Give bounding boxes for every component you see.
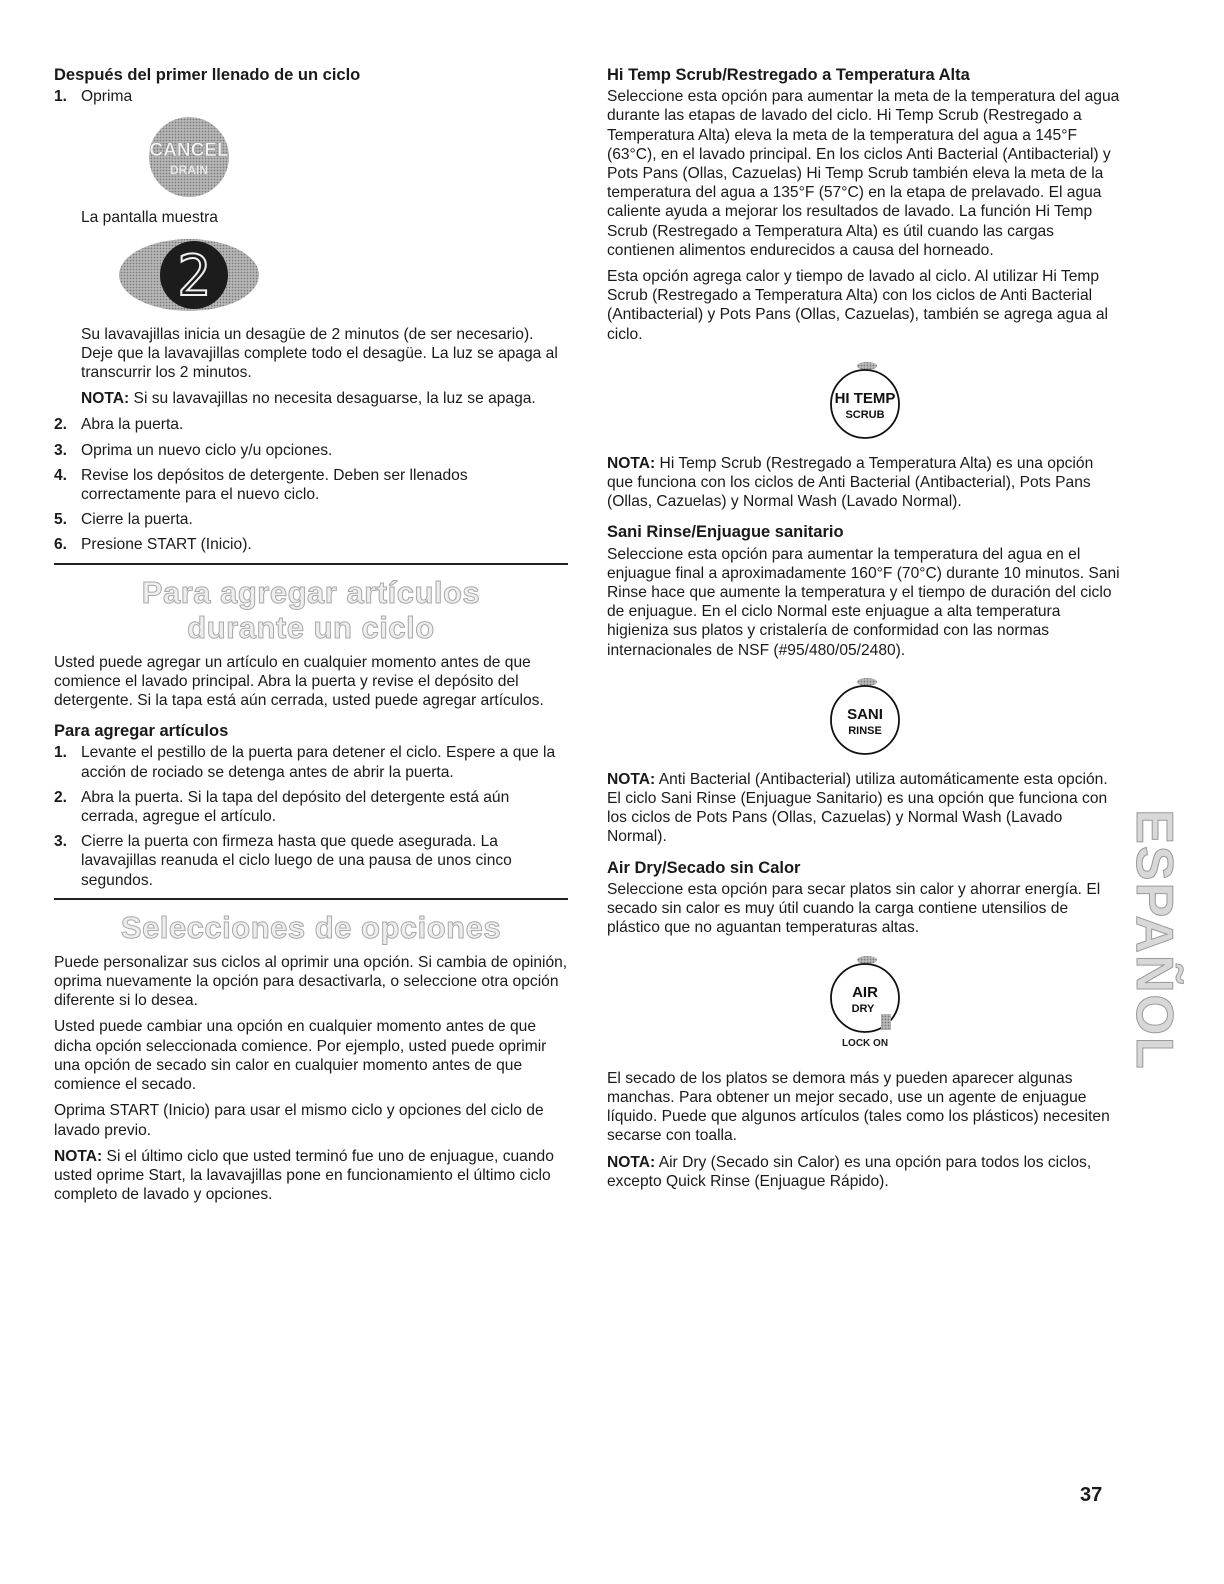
options-p3: Oprima START (Inicio) para usar el mismo ciclo y opciones del ciclo de lavado previo.: [54, 1102, 544, 1139]
add-items-title: [54, 575, 568, 645]
hi-temp-scrub-button-icon: [815, 358, 915, 442]
step-number: 6.: [54, 536, 68, 554]
list-item: [54, 87, 568, 106]
cancel-drain-button-icon: [144, 112, 234, 202]
hi-temp-note: [607, 454, 1123, 512]
right-column: [607, 66, 1123, 1198]
note-label: NOTA:: [607, 770, 656, 788]
hi-temp-p1: Seleccione esta opción para aumentar la meta de la temperatura del agua durante las etapas de lavado del ciclo. Hi Temp Scrub (Restregado a Temperatura Alta) eleva la meta de la temperatura del agua a 145°F (63°C), en el lavado principal. En los ciclos Anti Bacterial (Antibacterial) y Pots Pans (Ollas, Cazuelas) Hi Temp Scrub también eleva la meta de la temperatura del agua a 135°F (57°C) en la etapa de prelavado. El agua caliente ayuda a mejorar los resultados de lavado. La función Hi Temp Scrub (Restregado a Temperatura Alta) es útil cuando las cargas contienen alimentos endurecidos a causa del horneado.: [607, 88, 1120, 259]
sani-figure: [607, 674, 1123, 758]
list-item: [54, 832, 568, 890]
note-label: NOTA:: [81, 390, 130, 408]
step-number: 2.: [54, 788, 68, 806]
list-item: [54, 466, 568, 504]
after-fill-heading: Después del primer llenado de un ciclo: [54, 66, 361, 84]
list-item: [54, 535, 568, 554]
svg-text:CANCEL: CANCEL: [149, 140, 229, 162]
title-line: durante un ciclo: [187, 609, 435, 645]
section-divider: [54, 898, 568, 900]
step-text: Revise los depósitos de detergente. Deben ser llenados correctamente para el nuevo ciclo.: [81, 466, 468, 504]
step-number: 1.: [54, 744, 68, 762]
language-side-tab: [1125, 809, 1184, 1071]
svg-text:SCRUB: SCRUB: [845, 408, 885, 421]
sani-note: [607, 770, 1123, 847]
step-text: Abra la puerta.: [81, 416, 184, 434]
svg-text:HI TEMP: HI TEMP: [834, 389, 896, 407]
drain-text: Su lavavajillas inicia un desagüe de 2 minutos (de ser necesario). Deje que la lavavajillas complete todo el desagüe. La luz se apaga al transcurrir los 2 minutos.: [81, 325, 558, 382]
options-p1: Puede personalizar sus ciclos al oprimir una opción. Si cambia de opinión, oprima nuevamente la opción para desactivarla, o seleccione otra opción diferente si lo desea.: [54, 953, 568, 1010]
cancel-drain-figure: [54, 112, 568, 202]
air-dry-figure: [607, 952, 1123, 1053]
svg-text:DRY: DRY: [851, 1002, 875, 1015]
language-label: ESPAÑOL: [1125, 809, 1184, 1071]
page-number: 37: [1080, 1484, 1103, 1506]
add-items-subheading: Para agregar artículos: [54, 722, 229, 741]
sani-heading: Sani Rinse/Enjuague sanitario: [607, 523, 844, 542]
after-fill-steps: [54, 415, 568, 554]
list-item: [54, 743, 568, 781]
title-line: Para agregar artículos: [141, 574, 481, 610]
step-number: 2.: [54, 416, 68, 434]
list-item: [54, 441, 568, 460]
step-text: Cierre la puerta con firmeza hasta que quede asegurada. La lavavajillas reanuda el ciclo luego de una pausa de unos cinco segundos.: [81, 833, 512, 889]
step-text: Levante el pestillo de la puerta para detener el ciclo. Espere a que la acción de rociado se detenga antes de abrir la puerta.: [81, 744, 556, 781]
step-text: Oprima un nuevo ciclo y/u opciones.: [81, 441, 333, 459]
step-text: Abra la puerta. Si la tapa del depósito del detergente está aún cerrada, agregue el artículo.: [81, 788, 510, 826]
note-label: NOTA:: [607, 454, 656, 472]
step-number: 1.: [54, 88, 68, 106]
note-text: Hi Temp Scrub (Restregado a Temperatura Alta) es una opción que funciona con los ciclos de Anti Bacterial (Antibacterial), Pots Pans (Ollas, Cazuelas) y Normal Wash (Lavado Normal).: [607, 454, 1094, 511]
note-text: Air Dry (Secado sin Calor) es una opción para todos los ciclos, excepto Quick Rinse (Enjuague Rápido).: [607, 1153, 1092, 1190]
add-items-intro: Usted puede agregar un artículo en cualquier momento antes de que comience el lavado principal. Abra la puerta y revise el depósito del detergente. Si la tapa está aún cerrada, usted puede agregar artículos.: [54, 653, 544, 710]
step-text: Cierre la puerta.: [81, 511, 193, 529]
air-dry-button-icon: [815, 952, 915, 1036]
note-text: Si el último ciclo que usted terminó fue uno de enjuague, cuando usted oprime Start, la lavavajillas pone en funcionamiento el último ciclo completo de lavado y opciones.: [54, 1147, 554, 1204]
note-text: Anti Bacterial (Antibacterial) utiliza automáticamente esta opción. El ciclo Sani Rinse (Enjuague Sanitario) es una opción que funciona con los ciclos de Pots Pans (Ollas, Cazuelas) y Normal Wash (Lavado Normal).: [607, 770, 1108, 846]
hi-temp-heading: Hi Temp Scrub/Restregado a Temperatura Alta: [607, 66, 970, 84]
after-fill-step1: [54, 87, 568, 106]
display-figure: [54, 235, 568, 315]
step-text: Oprima: [81, 88, 133, 106]
air-dry-p1: Seleccione esta opción para secar platos sin calor y ahorrar energía. El secado sin calor es muy útil cuando la carga contiene utensilios de plástico que no aguantan temperaturas altas.: [607, 880, 1101, 937]
note-label: NOTA:: [607, 1153, 656, 1171]
hi-temp-p2: Esta opción agrega calor y tiempo de lavado al ciclo. Al utilizar Hi Temp Scrub (Restregado a Temperatura Alta) con los ciclos de Anti Bacterial (Antibacterial) y Pots Pans (Ollas, Cazuelas), también se agrega agua al ciclo.: [607, 268, 1108, 343]
step-number: 5.: [54, 511, 68, 529]
svg-text:DRAIN: DRAIN: [170, 163, 208, 178]
hi-temp-figure: [607, 358, 1123, 442]
list-item: [54, 510, 568, 529]
add-items-steps: [54, 743, 568, 889]
step-text: Presione START (Inicio).: [81, 536, 252, 554]
drain-note: [54, 389, 568, 408]
display-caption: La pantalla muestra: [81, 209, 218, 227]
step-number: 3.: [54, 833, 68, 851]
svg-text:2: 2: [177, 243, 211, 309]
air-dry-heading: Air Dry/Secado sin Calor: [607, 858, 801, 877]
options-title: Selecciones de opciones: [120, 909, 502, 945]
left-column: [54, 66, 568, 1211]
options-note: [54, 1147, 568, 1205]
sani-p1: Seleccione esta opción para aumentar la temperatura del agua en el enjuague final a aproximadamente 160°F (70°C) durante 10 minutos. Sani Rinse hace que aumente la temperatura y el tiempo de duración del ciclo de enjuague. En el ciclo Normal este enjuague a alta temperatura higieniza sus platos y cristalería de conformidad con las normas internacionales de NSF (#95/480/05/2480).: [607, 545, 1120, 659]
air-dry-note: [607, 1153, 1123, 1191]
options-p2: Usted puede cambiar una opción en cualquier momento antes de que dicha opción seleccionada comience. Por ejemplo, usted puede oprimir una opción de secado sin calor en cualquier momento antes de que comience el secado.: [54, 1018, 547, 1094]
sani-rinse-button-icon: [815, 674, 915, 758]
step-number: 3.: [54, 441, 68, 459]
step-number: 4.: [54, 466, 68, 484]
svg-text:AIR: AIR: [852, 983, 878, 1001]
note-text: Si su lavavajillas no necesita desaguarse, la luz se apaga.: [129, 390, 536, 408]
note-label: NOTA:: [54, 1147, 103, 1165]
section-divider: [54, 563, 568, 565]
svg-text:RINSE: RINSE: [848, 724, 882, 737]
list-item: [54, 788, 568, 826]
list-item: [54, 415, 568, 434]
display-digit-icon: [114, 235, 264, 315]
svg-text:SANI: SANI: [847, 705, 883, 723]
air-dry-p2: El secado de los platos se demora más y pueden aparecer algunas manchas. Para obtener un mejor secado, use un agente de enjuague líquido. Puede que algunos artículos (tales como los plásticos) necesiten secarse con toalla.: [607, 1069, 1110, 1145]
lock-on-label: LOCK ON: [841, 1037, 889, 1049]
